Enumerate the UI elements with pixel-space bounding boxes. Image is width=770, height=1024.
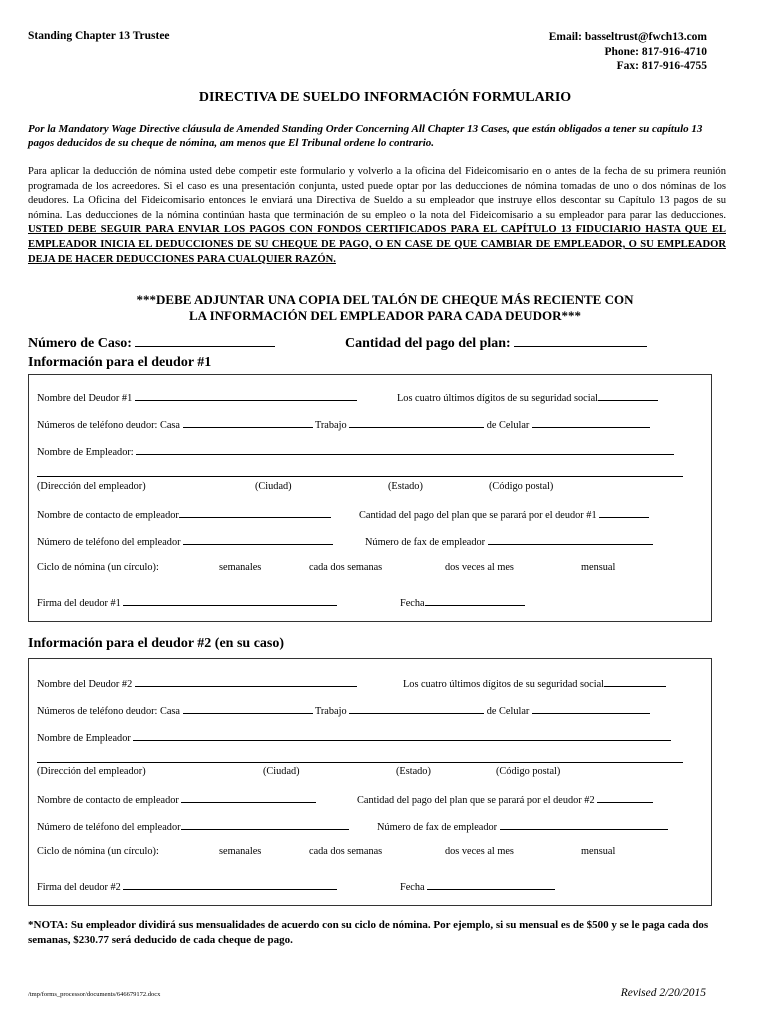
debtor2-signature-field[interactable]: [123, 880, 337, 890]
debtor2-contact-field[interactable]: [181, 793, 316, 803]
debtor1-fax-field[interactable]: [488, 535, 653, 545]
plan-payment-label: Cantidad del pago del plan:: [345, 336, 511, 351]
case-number-field[interactable]: [135, 337, 275, 347]
phone-text: Phone: 817-916-4710: [604, 45, 707, 58]
debtor1-ssn-field[interactable]: [598, 391, 658, 401]
debtor2-address-field[interactable]: [37, 762, 683, 763]
debtor2-cycle-weekly[interactable]: semanales: [219, 846, 262, 857]
debtor2-employer-phone-label: Número de teléfono del empleador: [37, 822, 181, 833]
debtor1-cell-field[interactable]: [532, 418, 650, 428]
debtor2-fax-field[interactable]: [500, 820, 668, 830]
attach-notice: [0, 292, 770, 324]
debtor2-contact-label: Nombre de contacto de empleador: [37, 795, 179, 806]
debtor1-home-phone-field[interactable]: [183, 418, 313, 428]
debtor1-address-field[interactable]: [37, 476, 683, 477]
debtor2-date-label: Fecha: [400, 882, 425, 893]
debtor2-address-label: (Dirección del empleador): [37, 766, 146, 777]
debtor2-date-field[interactable]: [427, 880, 555, 890]
plan-payment-row: [345, 336, 647, 352]
debtor1-cycle-weekly[interactable]: semanales: [219, 562, 262, 573]
payroll-note: *NOTA: Su empleador dividirá sus mensualidades de acuerdo con su ciclo de nómina. Por ejemplo, si su mensual es de $500 y se le paga cada dos semanas, $230.77 será deducido de cada cheque de pago.: [28, 919, 709, 946]
debtor1-name-label: Nombre del Deudor #1: [37, 393, 133, 404]
debtor1-employer-phone-label: Número de teléfono del empleador: [37, 537, 181, 548]
debtor2-work-phone-field[interactable]: [349, 704, 484, 714]
debtor2-fax-label: Número de fax de empleador: [377, 822, 498, 833]
email-text: Email: basseltrust@fwch13.com: [548, 31, 707, 43]
attach-notice-line1: ***DEBE ADJUNTAR UNA COPIA DEL TALÓN DE CHEQUE MÁS RECIENTE CON: [136, 292, 634, 307]
case-number-row: [28, 336, 275, 352]
debtor2-ssn-field[interactable]: [604, 677, 666, 687]
debtor2-zip-label: (Código postal): [496, 766, 561, 777]
document-path: /tmp/forms_processor/documents/646679172.docx: [28, 991, 161, 998]
debtor1-employer-phone-field[interactable]: [183, 535, 333, 545]
debtor1-state-label: (Estado): [388, 481, 423, 492]
debtor1-zip-label: (Código postal): [489, 481, 554, 492]
debtor1-work-phone-label: Trabajo: [314, 420, 347, 431]
debtor1-amount-field[interactable]: [599, 508, 649, 518]
revision-date: Revised 2/20/2015: [620, 987, 706, 999]
debtor1-date-label: Fecha: [400, 598, 425, 609]
debtor1-signature-label: Firma del deudor #1: [37, 598, 121, 609]
debtor2-cell-field[interactable]: [532, 704, 650, 714]
debtor1-contact-label: Nombre de contacto de empleador: [37, 510, 179, 521]
debtor2-cycle-label: Ciclo de nómina (un círculo):: [37, 846, 159, 857]
debtor1-work-phone-field[interactable]: [349, 418, 484, 428]
debtor2-cycle-monthly[interactable]: mensual: [581, 846, 616, 857]
debtor1-fax-label: Número de fax de empleador: [365, 537, 486, 548]
debtor1-cycle-semimonthly[interactable]: dos veces al mes: [445, 562, 514, 573]
form-title: DIRECTIVA DE SUELDO INFORMACIÓN FORMULARIO: [198, 90, 572, 105]
debtor1-employer-label: Nombre de Empleador:: [37, 447, 134, 458]
warning-text: USTED DEBE SEGUIR PARA ENVIAR LOS PAGOS CON FONDOS CERTIFICADOS PARA EL CAPÍTULO 13 FIDUCIARIO HASTA QUE EL EMPLEADOR INICIA EL DEDUCCIONES DE SU CHEQUE DE PAGO, O EN CASE DE QUE CAMBIAR DE EMPLEADOR, O SU EMPLEADOR DEJA DE HACER DEDUCCIONES PARA CUALQUIER RAZÓN.: [28, 224, 726, 265]
debtor2-amount-field[interactable]: [597, 793, 653, 803]
debtor2-cycle-biweekly[interactable]: cada dos semanas: [309, 846, 383, 857]
debtor1-employer-field[interactable]: [136, 445, 674, 455]
debtor1-amount-label: Cantidad del pago del plan que se parará por el deudor #1: [359, 510, 597, 521]
instructions-text: Para aplicar la deducción de nómina usted debe competir este formulario y volverlo a la oficina del Fideicomisario en o antes de la fecha de su primera reunión programada de los acreedores. Si el caso es una presentación conjunta, usted puede optar por las deducciones de nómina tomadas de uno o dos nóminas de los deudores. La Oficina del Fideicomisario entonces le enviará una Directiva de Sueldo a su empleador que instruye ellos descontar su Capítulo 13 pagos de su nómina. Las deducciones de la nómina continúan hasta que terminación de su empleo o la nota del Fideicomisario a su empleador para parar las deducciones.: [28, 166, 726, 221]
debtor2-name-field[interactable]: [135, 677, 357, 687]
plan-payment-field[interactable]: [514, 337, 647, 347]
contact-block: [549, 30, 707, 74]
debtor2-employer-field[interactable]: [133, 731, 671, 741]
debtor2-section-title: Información para el deudor #2 (en su caso): [28, 636, 285, 651]
debtor1-box: [28, 374, 712, 622]
debtor2-cell-label: de Celular: [486, 706, 530, 717]
trustee-heading: Standing Chapter 13 Trustee: [28, 30, 170, 42]
debtor1-ssn-label: Los cuatro últimos dígitos de su seguridad social: [397, 393, 599, 404]
debtor1-cycle-monthly[interactable]: mensual: [581, 562, 616, 573]
debtor2-state-label: (Estado): [396, 766, 431, 777]
debtor2-cycle-semimonthly[interactable]: dos veces al mes: [445, 846, 514, 857]
debtor2-ssn-label: Los cuatro últimos dígitos de su seguridad social: [403, 679, 605, 690]
debtor1-signature-field[interactable]: [123, 596, 337, 606]
intro-text: Por la Mandatory Wage Directive cláusula de Amended Standing Order Concerning All Chapter 13 Cases, que están obligados a tener su capítulo 13 pagos deducidos de su cheque de nómina, am menos que El Tribunal ordene lo contrario.: [28, 123, 703, 149]
attach-notice-line2: LA INFORMACIÓN DEL EMPLEADOR PARA CADA DEUDOR***: [189, 308, 581, 323]
debtor1-address-label: (Dirección del empleador): [37, 481, 146, 492]
debtor2-home-phone-field[interactable]: [183, 704, 313, 714]
instructions-paragraph: [28, 165, 726, 267]
debtor1-contact-field[interactable]: [179, 508, 331, 518]
debtor1-name-field[interactable]: [135, 391, 357, 401]
debtor1-cell-label: de Celular: [486, 420, 530, 431]
debtor1-city-label: (Ciudad): [255, 481, 292, 492]
debtor2-box: [28, 658, 712, 906]
debtor2-signature-label: Firma del deudor #2: [37, 882, 121, 893]
debtor2-home-phone-label: Números de teléfono deudor: Casa: [37, 706, 180, 717]
debtor1-date-field[interactable]: [425, 596, 525, 606]
debtor2-employer-phone-field[interactable]: [181, 820, 349, 830]
debtor1-cycle-label: Ciclo de nómina (un círculo):: [37, 562, 159, 573]
debtor1-section-title: Información para el deudor #1: [28, 355, 212, 370]
debtor2-employer-label: Nombre de Empleador: [37, 733, 131, 744]
debtor2-work-phone-label: Trabajo: [314, 706, 347, 717]
case-number-label: Número de Caso:: [28, 336, 132, 351]
debtor1-home-phone-label: Números de teléfono deudor: Casa: [37, 420, 180, 431]
debtor2-amount-label: Cantidad del pago del plan que se parará por el deudor #2: [357, 795, 595, 806]
fax-text: Fax: 817-916-4755: [616, 60, 707, 72]
debtor2-name-label: Nombre del Deudor #2: [37, 679, 133, 690]
debtor2-city-label: (Ciudad): [263, 766, 300, 777]
debtor1-cycle-biweekly[interactable]: cada dos semanas: [309, 562, 383, 573]
